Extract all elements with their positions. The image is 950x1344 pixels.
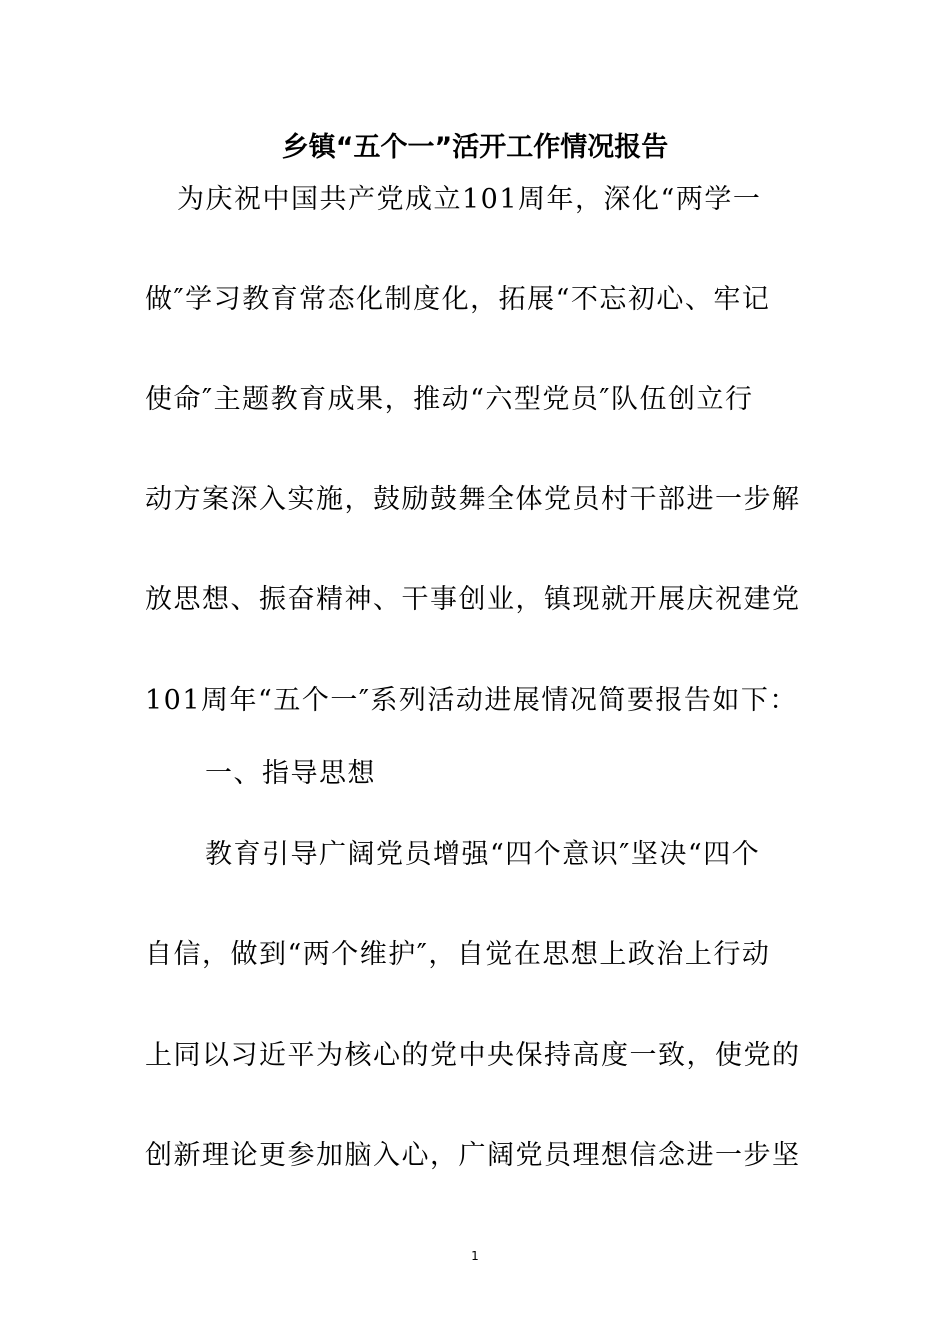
paragraph-line: 自信，做到“两个维护″，自觉在思想上政治上行动 — [145, 939, 771, 970]
page-number: 1 — [471, 1249, 479, 1263]
document-title: 乡镇“五个一”活开工作情况报告 — [281, 132, 669, 163]
paragraph-line: 做″学习教育常态化制度化，拓展“不忘初心、牢记 — [145, 284, 771, 315]
paragraph-line: 创新理论更参加脑入心，广阔党员理想信念进一步坚 — [145, 1140, 801, 1171]
paragraph-line: 放思想、振奋精神、干事创业，镇现就开展庆祝建党 — [145, 584, 801, 615]
section-heading: 一、指导思想 — [205, 758, 376, 789]
paragraph-line: 教育引导广阔党员增强“四个意识″坚决“四个 — [205, 839, 761, 870]
paragraph-line: 使命″主题教育成果，推动“六型党员″队伍创立行 — [145, 384, 754, 415]
paragraph-line: 为庆祝中国共产党成立101周年，深化“两学一 — [177, 184, 762, 215]
paragraph-line: 上同以习近平为核心的党中央保持高度一致，使党的 — [145, 1040, 801, 1071]
paragraph-line: 动方案深入实施，鼓励鼓舞全体党员村干部进一步解 — [145, 484, 801, 515]
paragraph-line: 101周年“五个一″系列活动进展情况简要报告如下： — [145, 685, 798, 716]
